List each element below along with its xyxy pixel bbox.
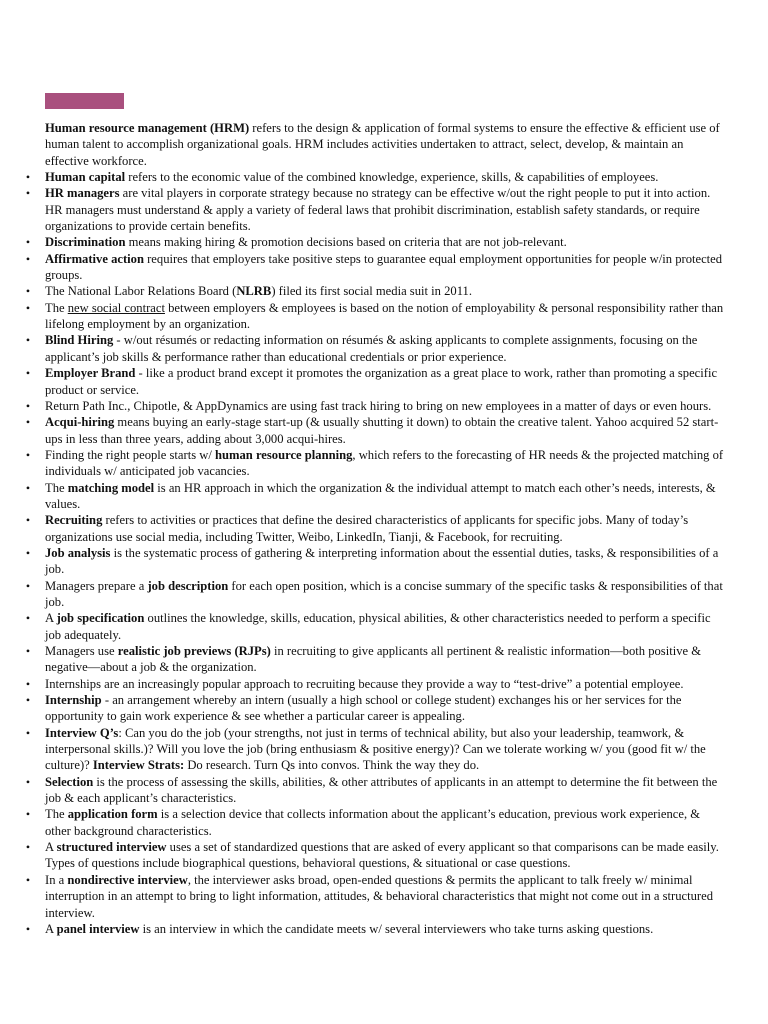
list-item xyxy=(25,774,725,807)
list-item xyxy=(25,398,725,414)
text-run: refers to the economic value of the combined knowledge, experience, skills, & capabilities of employees. xyxy=(125,170,659,185)
list-item xyxy=(25,414,725,447)
bold-term: job description xyxy=(147,578,229,593)
list-item xyxy=(25,872,725,921)
list-item xyxy=(25,512,725,545)
text-run: A xyxy=(45,611,57,626)
text-run: outlines the knowledge, skills, education, physical abilities, & other characteristics needed to perform a specific job adequately. xyxy=(45,611,711,642)
text-run: A xyxy=(45,840,57,855)
bold-term: structured interview xyxy=(56,840,167,855)
bold-term: Blind Hiring xyxy=(45,333,114,348)
text-run: is the process of assessing the skills, abilities, & other attributes of applicants in an attempt to determine the fit between the job & each applicant’s characteristics. xyxy=(45,774,718,806)
text-run: refers to the design & application of formal systems to ensure the effective & efficient use of human talent to accomplish organizational goals. HRM includes activities undertaken to attract, select, develop, & maintain an effective workforce. xyxy=(45,121,720,168)
list-item xyxy=(25,447,725,480)
text-run: Managers prepare a xyxy=(45,578,148,593)
text-run: Do research. Turn Qs into convos. Think the way they do. xyxy=(184,758,480,773)
text-run: is an HR approach in which the organization & the individual attempt to match each other’s needs, interests, & values. xyxy=(45,480,716,511)
bullet-icon: • xyxy=(25,513,31,528)
text-run: in recruiting to give applicants all pertinent & realistic information—both positive & negative—about a job & the organization. xyxy=(45,644,702,675)
bold-term: Recruiting xyxy=(45,513,103,528)
text-run: The xyxy=(45,300,68,315)
bullet-icon: • xyxy=(25,398,31,413)
bold-term: Discrimination xyxy=(45,235,126,250)
bullet-icon: • xyxy=(25,725,31,740)
bullet-icon: • xyxy=(25,170,31,185)
text-run: Finding the right people starts w/ xyxy=(45,447,215,462)
bullet-icon: • xyxy=(25,921,31,936)
bullet-icon: • xyxy=(25,693,31,708)
bold-term: HR managers xyxy=(45,186,120,201)
bullet-icon: • xyxy=(25,807,31,822)
text-run: are vital players in corporate strategy because no strategy can be effective w/out the right people to put it into action. HR managers must understand & apply a variety of federal laws that prohibit discrimination, establish safety standards, or require organizations to provide certain benefits. xyxy=(45,186,711,234)
list-item xyxy=(25,185,725,234)
text-run: between employers & employees is based on the notion of employability & personal responsibility rather than lifelong employment by an organization. xyxy=(45,300,724,332)
text-run: means making hiring & promotion decisions based on criteria that are not job-relevant. xyxy=(125,235,567,250)
text-run: for each open position, which is a concise summary of the specific tasks & responsibilities of that job. xyxy=(45,578,723,609)
bold-term: panel interview xyxy=(56,921,140,936)
bold-term: NLRB xyxy=(236,284,272,299)
text-run: The National Labor Relations Board ( xyxy=(45,284,237,299)
bold-term: Internship xyxy=(45,693,102,708)
list-item xyxy=(25,251,725,284)
bold-term: matching model xyxy=(67,480,155,495)
bold-term: human resource planning xyxy=(215,447,353,462)
intro-paragraph xyxy=(45,120,725,169)
list-item xyxy=(25,365,725,398)
bold-term: Interview Strats: xyxy=(92,758,185,773)
bold-term: Job analysis xyxy=(45,545,111,560)
bullet-icon: • xyxy=(25,774,31,789)
text-run: is the systematic process of gathering & interpreting information about the essential duties, tasks, & responsibilities of a job. xyxy=(45,545,719,577)
bold-term: Human resource management (HRM) xyxy=(45,121,250,135)
bold-term: Employer Brand xyxy=(45,366,136,381)
bold-term: Affirmative action xyxy=(45,251,144,266)
text-run: The xyxy=(45,807,68,822)
text-run: - an arrangement whereby an intern (usually a high school or college student) exchanges his or her services for the opportunity to gain work experience & see whether a particular career is appealing. xyxy=(45,693,682,724)
list-item xyxy=(25,545,725,578)
bullet-icon: • xyxy=(25,333,31,348)
bullet-icon: • xyxy=(25,235,31,250)
bold-term: nondirective interview xyxy=(67,872,188,887)
list-item xyxy=(25,300,725,333)
bold-term: Selection xyxy=(45,774,94,789)
text-run: , the interviewer asks broad, open-ended questions & permits the applicant to talk freely w/ minimal interruption in an attempt to bring to light information, attitudes, & behavioral characteristics that might not come out in a structured interview. xyxy=(45,872,714,920)
list-item xyxy=(25,676,725,692)
bold-term: realistic job previews (RJPs) xyxy=(117,644,271,658)
bullet-icon: • xyxy=(25,415,31,430)
bullet-icon: • xyxy=(25,186,31,201)
bullet-list xyxy=(25,169,725,937)
text-run: ) filed its first social media suit in 2011. xyxy=(271,284,472,299)
bullet-icon: • xyxy=(25,480,31,495)
bold-term: Human capital xyxy=(45,170,126,185)
text-run: - like a product brand except it promotes the organization as a great place to work, rather than promoting a specific product or service. xyxy=(45,366,718,397)
text-run: is a selection device that collects information about the applicant’s education, previous work experience, & other background characteristics. xyxy=(45,807,701,838)
bullet-icon: • xyxy=(25,578,31,593)
list-item xyxy=(25,332,725,365)
list-item xyxy=(25,234,725,250)
list-item xyxy=(25,169,725,185)
bullet-icon: • xyxy=(25,251,31,266)
section-header-bar xyxy=(45,93,124,109)
text-run: refers to activities or practices that define the desired characteristics of applicants for specific jobs. Many of today’s organizations use social media, including Twitter, Weibo, LinkedIn, Tianji, & Facebook, for recruiting. xyxy=(45,513,689,544)
notes-content xyxy=(25,120,725,937)
list-item xyxy=(25,480,725,513)
list-item xyxy=(25,283,725,299)
text-run: is an interview in which the candidate meets w/ several interviewers who take turns asking questions. xyxy=(139,921,654,936)
text-run: Return Path Inc., Chipotle, & AppDynamics are using fast track hiring to bring on new employees in a matter of days or even hours. xyxy=(45,398,712,413)
underlined-term: new social contract xyxy=(67,300,165,315)
text-run: : Can you do the job (your strengths, not just in terms of technical ability, but also your leadership, teamwork, & interpersonal skills.)? Will you love the job (bring enthusiasm & positive energy)? Can we tolerate working w/ you (good fit w/ the culture)? xyxy=(45,725,706,773)
list-item xyxy=(25,643,725,676)
list-item xyxy=(25,610,725,643)
text-run: , which refers to the forecasting of HR needs & the projected matching of individuals w/ anticipated job vacancies. xyxy=(45,447,724,479)
text-run: uses a set of standardized questions that are asked of every applicant so that comparisons can be made easily. Types of questions include biographical questions, behavioral questions, & situational or case questions. xyxy=(45,840,719,871)
text-run: The xyxy=(45,480,68,495)
bold-term: application form xyxy=(67,807,158,822)
text-run: In a xyxy=(45,872,68,887)
bullet-icon: • xyxy=(25,644,31,658)
list-item xyxy=(25,839,725,872)
bullet-icon: • xyxy=(25,545,31,560)
bullet-icon: • xyxy=(25,366,31,381)
text-run: requires that employers take positive steps to guarantee equal employment opportunities for people w/in protected groups. xyxy=(45,251,723,283)
bullet-icon: • xyxy=(25,284,31,299)
text-run: Managers use xyxy=(45,644,118,658)
bullet-icon: • xyxy=(25,872,31,887)
list-item xyxy=(25,725,725,774)
text-run: - w/out résumés or redacting information on résumés & asking applicants to complete assignments, focusing on the applicant’s job skills & performance rather than educational credentials or prior experience. xyxy=(45,333,698,364)
bullet-icon: • xyxy=(25,300,31,315)
bullet-icon: • xyxy=(25,676,31,691)
list-item xyxy=(25,578,725,611)
bold-term: Acqui-hiring xyxy=(45,415,115,430)
bold-term: Interview Q’s xyxy=(45,725,119,740)
text-run: means buying an early-stage start-up (& usually shutting it down) to obtain the creative talent. Yahoo acquired 52 start-ups in less than three years, adding about 3,000 acqui-hires. xyxy=(45,415,719,446)
bullet-icon: • xyxy=(25,447,31,462)
bullet-icon: • xyxy=(25,840,31,855)
bullet-icon: • xyxy=(25,611,31,626)
text-run: A xyxy=(45,921,57,936)
list-item xyxy=(25,806,725,839)
list-item xyxy=(25,692,725,725)
text-run: Internships are an increasingly popular approach to recruiting because they provide a way to “test-drive” a potential employee. xyxy=(45,676,684,691)
list-item xyxy=(25,921,725,937)
bold-term: job specification xyxy=(56,611,145,626)
